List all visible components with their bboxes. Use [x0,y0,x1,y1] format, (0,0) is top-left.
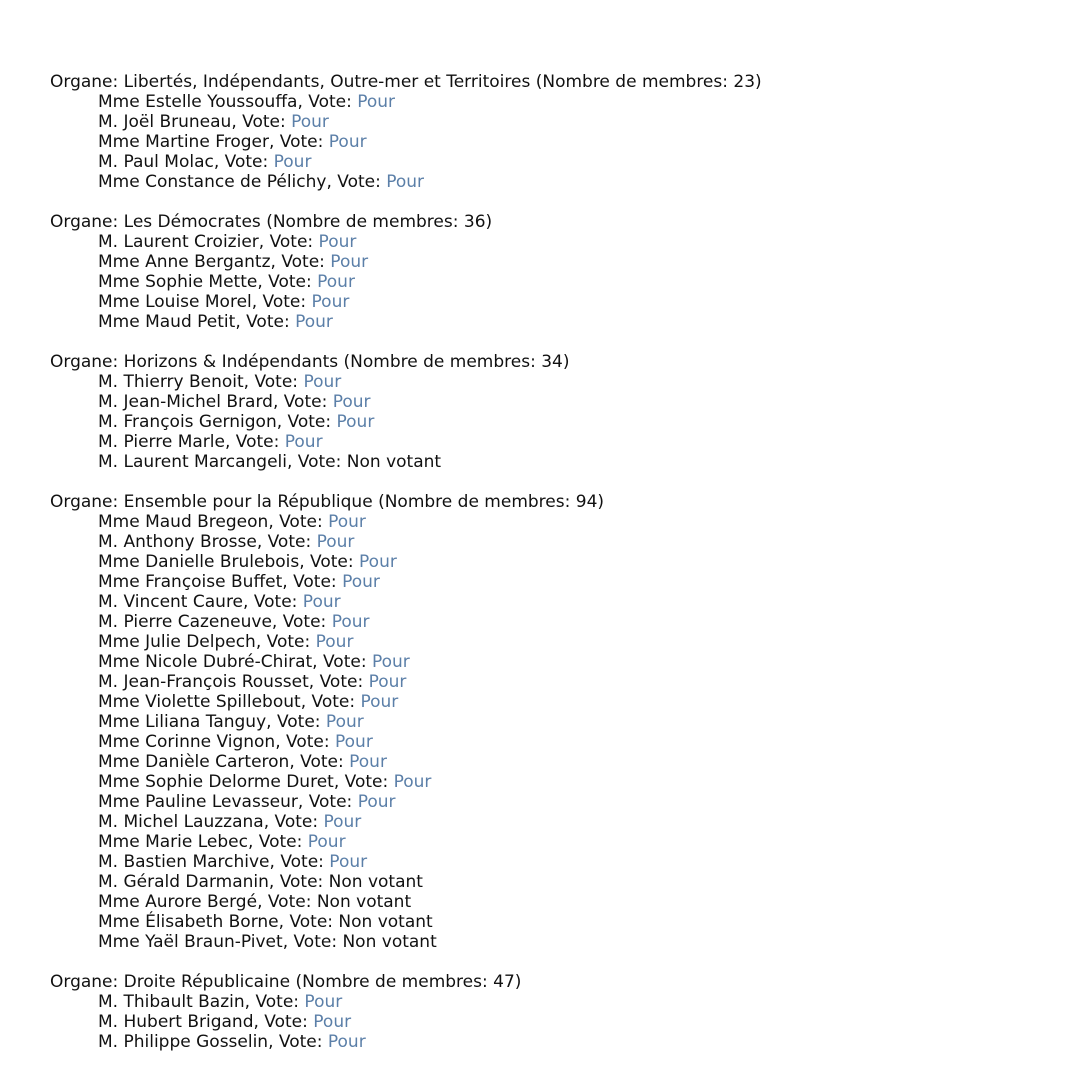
member-row [50,912,1060,932]
vote-prefix: , Vote: [276,412,337,432]
members-count-suffix: ) [514,972,522,992]
member-name: Mme Corinne Vignon [98,732,276,752]
member-row [50,412,1060,432]
member-name: M. Laurent Marcangeli [98,452,287,472]
vote-prefix: , Vote: [268,1032,328,1052]
organe-name: Les Démocrates [123,212,261,232]
vote-prefix: , Vote: [275,732,335,752]
vote-prefix: , Vote: [256,532,317,552]
member-name: Mme Marie Lebec [98,832,248,852]
vote-pour-value: Pour [330,252,369,272]
organe-header [50,72,1060,92]
vote-pour-value: Pour [336,412,375,432]
member-row [50,152,1060,172]
member-name: M. Thierry Benoit [98,372,244,392]
member-name: Mme Martine Froger [98,132,269,152]
organe-group [50,492,1060,952]
vote-pour-value: Pour [327,1032,366,1052]
vote-prefix: , Vote: [297,92,358,112]
vote-prefix: , Vote: [270,252,331,272]
vote-prefix: , Vote: [297,792,358,812]
vote-prefix: , Vote: [243,372,304,392]
members-count-prefix: (Nombre de membres: [260,212,464,232]
vote-prefix: , Vote: [333,772,394,792]
vote-prefix: , Vote: [269,852,330,872]
vote-value: Non votant [328,872,423,892]
vote-pour-value: Pour [368,672,407,692]
organe-group [50,212,1060,332]
member-row [50,772,1060,792]
member-row [50,852,1060,872]
member-row [50,132,1060,152]
vote-prefix: , Vote: [235,312,296,332]
vote-prefix: , Vote: [299,552,360,572]
member-row [50,692,1060,712]
member-name: M. Pierre Marle [98,432,225,452]
member-row [50,632,1060,652]
vote-pour-value: Pour [302,592,341,612]
vote-pour-value: Pour [325,712,364,732]
vote-prefix: , Vote: [282,932,343,952]
vote-value: Non votant [346,452,442,472]
member-name: M. Jean-Michel Brard [98,392,273,412]
organe-header [50,352,1060,372]
members-count: 23 [733,72,756,92]
member-row [50,1032,1060,1052]
vote-prefix: , Vote: [231,112,292,132]
vote-value: Non votant [316,892,412,912]
organe-header [50,492,1060,512]
member-row [50,452,1060,472]
vote-prefix: , Vote: [272,392,333,412]
member-name: Mme Louise Morel [98,292,252,312]
vote-prefix: , Vote: [300,692,361,712]
member-name: Mme Nicole Dubré-Chirat [98,652,313,672]
members-count-suffix: ) [755,72,762,92]
vote-value: Non votant [338,912,433,932]
vote-pour-value: Pour [393,772,432,792]
organe-prefix: Organe: [50,972,124,992]
vote-prefix: , Vote: [312,652,372,672]
vote-pour-value: Pour [315,632,354,652]
vote-pour-value: Pour [359,552,397,572]
organe-name: Droite Républicaine [123,972,291,992]
member-name: M. Michel Lauzzana [98,812,264,832]
member-row [50,932,1060,952]
vote-pour-value: Pour [316,532,355,552]
member-name: Mme Françoise Buffet [98,572,283,592]
member-row [50,592,1060,612]
organe-group [50,72,1060,192]
member-name: M. Joël Bruneau [98,112,232,132]
vote-prefix: , Vote: [289,752,350,772]
members-count-suffix: ) [562,352,570,372]
vote-prefix: , Vote: [243,592,303,612]
vote-prefix: , Vote: [244,992,305,1012]
vote-pour-value: Pour [318,232,357,252]
member-row [50,612,1060,632]
member-row [50,432,1060,452]
organe-group [50,972,1060,1052]
vote-pour-value: Pour [317,272,355,292]
members-count-prefix: (Nombre de membres: [530,72,734,92]
vote-pour-value: Pour [323,812,362,832]
member-row [50,232,1060,252]
vote-prefix: , Vote: [257,272,318,292]
vote-pour-value: Pour [329,852,368,872]
member-name: M. François Gernigon [98,412,277,432]
vote-pour-value: Pour [332,392,371,412]
vote-pour-value: Pour [386,172,425,192]
vote-prefix: , Vote: [278,912,339,932]
member-name: M. Thibault Bazin [98,992,245,1012]
vote-prefix: , Vote: [258,232,319,252]
vote-pour-value: Pour [273,152,312,172]
vote-pour-value: Pour [342,572,380,592]
member-name: Mme Sophie Delorme Duret [98,772,334,792]
member-row [50,392,1060,412]
vote-prefix: , Vote: [251,292,312,312]
vote-prefix: , Vote: [213,152,274,172]
members-count: 47 [493,972,515,992]
organe-name: Horizons & Indépendants [123,352,339,372]
members-count: 34 [541,352,563,372]
member-name: M. Jean-François Rousset [98,672,309,692]
member-name: Mme Yaël Braun-Pivet [98,932,283,952]
member-name: Mme Violette Spillebout [98,692,301,712]
members-count-prefix: (Nombre de membres: [338,352,542,372]
member-row [50,292,1060,312]
vote-pour-value: Pour [328,132,367,152]
member-name: Mme Maud Bregeon [98,512,269,532]
vote-pour-value: Pour [349,752,387,772]
member-row [50,512,1060,532]
member-row [50,572,1060,592]
member-name: M. Anthony Brosse [98,532,257,552]
member-row [50,992,1060,1012]
members-count-suffix: ) [485,212,493,232]
member-row [50,252,1060,272]
member-name: Mme Sophie Mette [98,272,258,292]
members-count-suffix: ) [597,492,605,512]
member-name: Mme Julie Delpech [98,632,256,652]
member-row [50,172,1060,192]
vote-pour-value: Pour [357,792,396,812]
vote-pour-value: Pour [291,112,329,132]
organe-prefix: Organe: [50,352,124,372]
member-name: Mme Anne Bergantz [98,252,271,272]
member-row [50,552,1060,572]
member-row [50,532,1060,552]
vote-prefix: , Vote: [266,712,326,732]
members-count: 94 [575,492,598,512]
member-name: Mme Constance de Pélichy [98,172,327,192]
member-row [50,892,1060,912]
organe-header [50,212,1060,232]
member-row [50,272,1060,292]
member-name: M. Pierre Cazeneuve [98,612,272,632]
vote-prefix: , Vote: [268,512,329,532]
member-row [50,752,1060,772]
member-name: M. Gérald Darmanin [98,872,269,892]
member-row [50,712,1060,732]
member-name: M. Philippe Gosselin [98,1032,269,1052]
vote-prefix: , Vote: [247,832,308,852]
vote-prefix: , Vote: [268,872,329,892]
vote-pour-value: Pour [331,612,370,632]
vote-prefix: , Vote: [269,132,329,152]
vote-prefix: , Vote: [326,172,387,192]
vote-pour-value: Pour [304,992,343,1012]
member-row [50,372,1060,392]
member-name: M. Bastien Marchive [98,852,270,872]
member-row [50,792,1060,812]
vote-prefix: , Vote: [224,432,285,452]
member-name: Mme Danielle Brulebois [98,552,300,572]
member-name: M. Laurent Croizier [98,232,259,252]
vote-prefix: , Vote: [308,672,369,692]
member-name: Mme Aurore Bergé [98,892,258,912]
vote-prefix: , Vote: [287,452,347,472]
vote-pour-value: Pour [307,832,346,852]
members-count-prefix: (Nombre de membres: [372,492,576,512]
organe-group [50,352,1060,472]
members-count: 36 [463,212,486,232]
vote-prefix: , Vote: [271,612,332,632]
member-name: M. Vincent Caure [98,592,244,612]
vote-prefix: , Vote: [263,812,324,832]
organe-prefix: Organe: [50,72,124,92]
member-row [50,872,1060,892]
member-name: Mme Danièle Carteron [98,752,290,772]
member-name: M. Hubert Brigand [98,1012,254,1032]
members-count-prefix: (Nombre de membres: [290,972,494,992]
member-name: Mme Élisabeth Borne [98,912,279,932]
member-name: Mme Estelle Youssouffa [98,92,298,112]
vote-pour-value: Pour [295,312,333,332]
vote-document [50,72,1060,1072]
vote-pour-value: Pour [311,292,350,312]
member-name: Mme Pauline Levasseur [98,792,298,812]
vote-pour-value: Pour [335,732,373,752]
member-row [50,312,1060,332]
vote-value: Non votant [342,932,437,952]
vote-pour-value: Pour [313,1012,352,1032]
vote-pour-value: Pour [328,512,366,532]
organe-header [50,972,1060,992]
vote-prefix: , Vote: [253,1012,314,1032]
vote-pour-value: Pour [371,652,410,672]
vote-pour-value: Pour [303,372,342,392]
organe-name: Libertés, Indépendants, Outre-mer et Territoires [123,72,531,92]
member-name: Mme Liliana Tanguy [98,712,267,732]
member-row [50,652,1060,672]
member-name: Mme Maud Petit [98,312,236,332]
member-row [50,92,1060,112]
vote-pour-value: Pour [360,692,399,712]
member-row [50,732,1060,752]
member-row [50,1012,1060,1032]
member-row [50,672,1060,692]
organe-name: Ensemble pour la République [123,492,373,512]
member-row [50,812,1060,832]
vote-prefix: , Vote: [282,572,343,592]
organe-prefix: Organe: [50,212,124,232]
vote-prefix: , Vote: [255,632,316,652]
vote-pour-value: Pour [284,432,323,452]
member-row [50,112,1060,132]
organe-prefix: Organe: [50,492,124,512]
vote-prefix: , Vote: [257,892,317,912]
member-row [50,832,1060,852]
member-name: M. Paul Molac [98,152,214,172]
vote-pour-value: Pour [357,92,396,112]
